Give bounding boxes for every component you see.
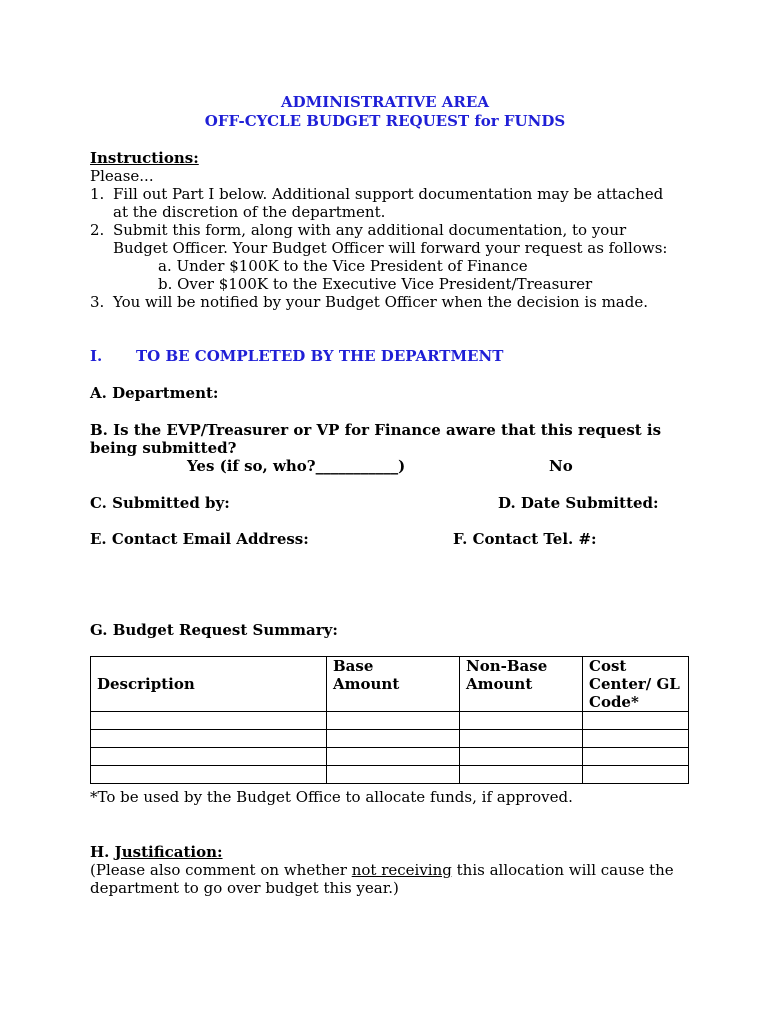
section-1-numeral: I.: [90, 347, 103, 365]
column-header-base-line1: Base: [333, 657, 374, 675]
cost-center-cell[interactable]: [583, 730, 689, 748]
column-header-non-base-line1: Non-Base: [466, 657, 548, 675]
instruction-2-number: 2.: [90, 221, 105, 239]
instruction-1-line1: Fill out Part I below. Additional support documentation may be attached: [113, 185, 664, 203]
non-base-amount-cell[interactable]: [460, 766, 583, 784]
instruction-3-line1: You will be notified by your Budget Officer when the decision is made.: [113, 293, 648, 311]
instruction-1-number: 1.: [90, 185, 105, 203]
base-amount-cell[interactable]: [327, 766, 460, 784]
field-contact-tel-label: F. Contact Tel. #:: [453, 530, 597, 548]
non-base-amount-cell[interactable]: [460, 730, 583, 748]
field-awareness-question-line1: B. Is the EVP/Treasurer or VP for Finance aware that this request is: [90, 421, 662, 439]
non-base-amount-cell[interactable]: [460, 712, 583, 730]
description-cell[interactable]: [91, 730, 327, 748]
instructions-heading: Instructions:: [90, 149, 199, 167]
column-header-non-base-line2: Amount: [466, 675, 533, 693]
justification-heading: [90, 843, 223, 861]
justification-title: Justification:: [114, 843, 223, 861]
description-cell[interactable]: [91, 766, 327, 784]
field-submitted-by-label: C. Submitted by:: [90, 494, 230, 512]
table-row: [91, 712, 689, 730]
awareness-yes-option[interactable]: Yes (if so, who?___________): [187, 457, 406, 475]
instruction-3-number: 3.: [90, 293, 105, 311]
column-header-base-amount: [327, 657, 460, 712]
non-base-amount-cell[interactable]: [460, 748, 583, 766]
field-awareness-question-line2: being submitted?: [90, 439, 237, 457]
base-amount-cell[interactable]: [327, 748, 460, 766]
column-header-cost-line3: Code*: [589, 693, 639, 711]
field-department-label: A. Department:: [90, 384, 219, 402]
column-header-base-line2: Amount: [333, 675, 400, 693]
justification-note-line2: department to go over budget this year.): [90, 879, 399, 897]
justification-note-start: (Please also comment on whether: [90, 861, 352, 879]
column-header-description: [91, 657, 327, 712]
column-header-non-base-amount: [460, 657, 583, 712]
justification-note-line1: [90, 861, 674, 879]
column-header-cost-center: [583, 657, 689, 712]
cost-center-cell[interactable]: [583, 766, 689, 784]
field-date-submitted-label: D. Date Submitted:: [498, 494, 659, 512]
table-row: [91, 748, 689, 766]
table-row: [91, 730, 689, 748]
instruction-2-sub-b: b. Over $100K to the Executive Vice President/Treasurer: [158, 275, 593, 293]
instruction-2-line2: Budget Officer. Your Budget Officer will forward your request as follows:: [113, 239, 668, 257]
instruction-2-sub-a: a. Under $100K to the Vice President of Finance: [158, 257, 528, 275]
column-header-description-text: Description: [97, 675, 195, 693]
cost-center-cell[interactable]: [583, 748, 689, 766]
base-amount-cell[interactable]: [327, 730, 460, 748]
description-cell[interactable]: [91, 748, 327, 766]
form-title-line1: ADMINISTRATIVE AREA: [281, 93, 489, 111]
budget-summary-heading: G. Budget Request Summary:: [90, 621, 338, 639]
section-1-title: TO BE COMPLETED BY THE DEPARTMENT: [136, 347, 504, 365]
instruction-1-line2: at the discretion of the department.: [113, 203, 386, 221]
instruction-2-line1: Submit this form, along with any additional documentation, to your: [113, 221, 627, 239]
table-row: [91, 766, 689, 784]
budget-summary-footnote: *To be used by the Budget Office to allocate funds, if approved.: [90, 788, 573, 806]
base-amount-cell[interactable]: [327, 712, 460, 730]
budget-summary-table: [90, 656, 689, 784]
column-header-cost-line1: Cost: [589, 657, 627, 675]
budget-summary-header-row: [91, 657, 689, 712]
instructions-please: Please...: [90, 167, 154, 185]
field-contact-email-label: E. Contact Email Address:: [90, 530, 309, 548]
awareness-no-option[interactable]: No: [549, 457, 573, 475]
description-cell[interactable]: [91, 712, 327, 730]
justification-prefix: H.: [90, 843, 115, 861]
form-title-line2: OFF-CYCLE BUDGET REQUEST for FUNDS: [204, 112, 566, 130]
cost-center-cell[interactable]: [583, 712, 689, 730]
column-header-cost-line2: Center/ GL: [589, 675, 680, 693]
justification-note-end: this allocation will cause the: [451, 861, 674, 879]
justification-note-underlined: not receiving: [351, 861, 452, 879]
